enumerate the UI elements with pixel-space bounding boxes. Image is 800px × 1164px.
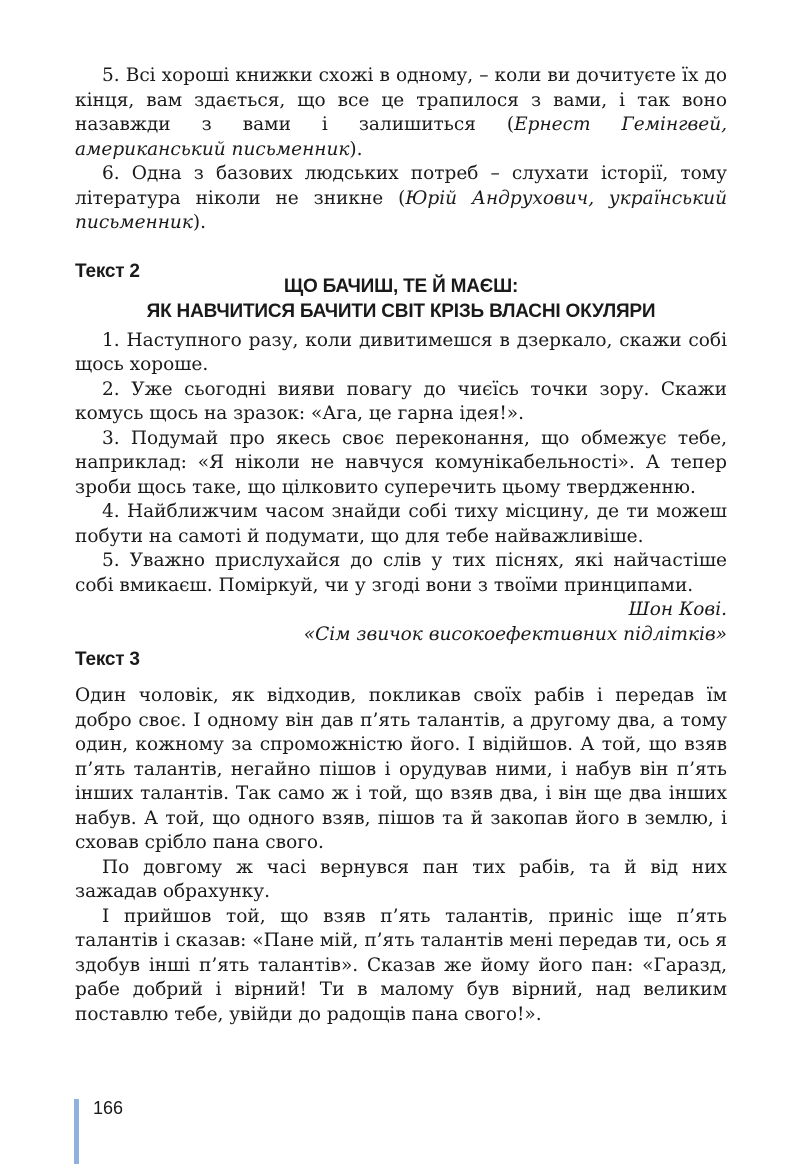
quote-6 — [75, 162, 727, 236]
text3-paragraph-2: По довгому ж часі вернувся пан тих рабів, та й від них зажадав обрахунку. — [75, 856, 727, 902]
text2-title — [75, 274, 727, 324]
page-number: 166 — [93, 1098, 124, 1118]
text2-title-line2: ЯК НАВЧИТИСЯ БАЧИТИ СВІТ КРІЗЬ ВЛАСНІ ОКУЛЯРИ — [146, 300, 656, 322]
text2-item-2: 2. Уже сьогодні вияви повагу до чиєїсь точки зору. Скажи комусь щось на зразок: «Ага, це гарна ідея!». — [75, 378, 727, 424]
text3-label: Текст 3 — [75, 649, 140, 670]
text2-header — [75, 261, 727, 323]
text2-author: Шон Кові. — [628, 599, 727, 620]
text2-body — [75, 329, 727, 648]
quote-5 — [75, 64, 727, 162]
text2-item-3: 3. Подумай про якесь своє переконання, що обмежує тебе, наприклад: «Я ніколи не навчуся комунікабельності». А тепер зроби щось таке, що цілковито суперечить цьому твердженню. — [75, 427, 727, 498]
text2-source: «Сім звичок високоефективних підлітків» — [303, 623, 727, 645]
text2-item-5: 5. Уважно прислухайся до слів у тих піснях, які найчастіше собі вмикаєш. Поміркуй, чи у згоді вони з твоїми принципами. — [75, 550, 727, 596]
page-accent-bar — [74, 1099, 79, 1164]
text3-paragraph-3: І прийшов той, що взяв п’ять талантів, приніс іще п’ять талантів і сказав: «Пане мій, п’ять талантів мені передав ти, ось я здобув інші п’ять талантів». Сказав же йому його пан: «Гаразд, рабе добрий і вірний! Ти в малому був вірний, над великим поставлю тебе, увійди до радощів пана свого!». — [75, 905, 727, 1025]
text3-body — [75, 684, 727, 1027]
quote-6-end: ). — [192, 212, 206, 233]
quote-5-text: 5. Всі хороші книжки схожі в одному, – коли ви дочитуєте їх до кінця, вам здається, що все це трапилося з вами, і так воно назавжди з вами і залишиться ( — [75, 65, 727, 135]
quote-6-author: Юрій Андрухович, український письменник — [75, 187, 728, 233]
quote-5-end: ). — [349, 138, 363, 160]
text2-label: Текст 2 — [75, 260, 140, 282]
quote-5-author: Ернест Гемінгвей, американський письменник — [75, 114, 727, 160]
text2-item-4: 4. Найближчим часом знайди собі тиху місцину, де ти можеш побути на самоті й подумати, що для тебе найважливіше. — [75, 501, 727, 547]
text2-item-1: 1. Наступного разу, коли дивитимешся в дзеркало, скажи собі щось хороше. — [75, 329, 727, 375]
text2-title-line1: ЩО БАЧИШ, ТЕ Й МАЄШ: — [283, 275, 519, 297]
page-content — [75, 64, 727, 1027]
text3-paragraph-1: Один чоловік, як відходив, покликав своїх рабів і передав їм добро своє. І одному він дав п’ять талантів, а другому два, а тому один, кожному за спроможністю його. І відійшов. А той, що взяв п’ять талантів, негайно пішов і орудував ними, і набув він п’ять інших талантів. Так само ж і той, що взяв два, і він ще два інших набув. А той, що одного взяв, пішов та й закопав його в землю, і сховав срібло пана свого. — [75, 685, 727, 853]
quote-6-text: 6. Одна з базових людських потреб – слухати історії, тому література ніколи не зникне ( — [75, 163, 727, 209]
